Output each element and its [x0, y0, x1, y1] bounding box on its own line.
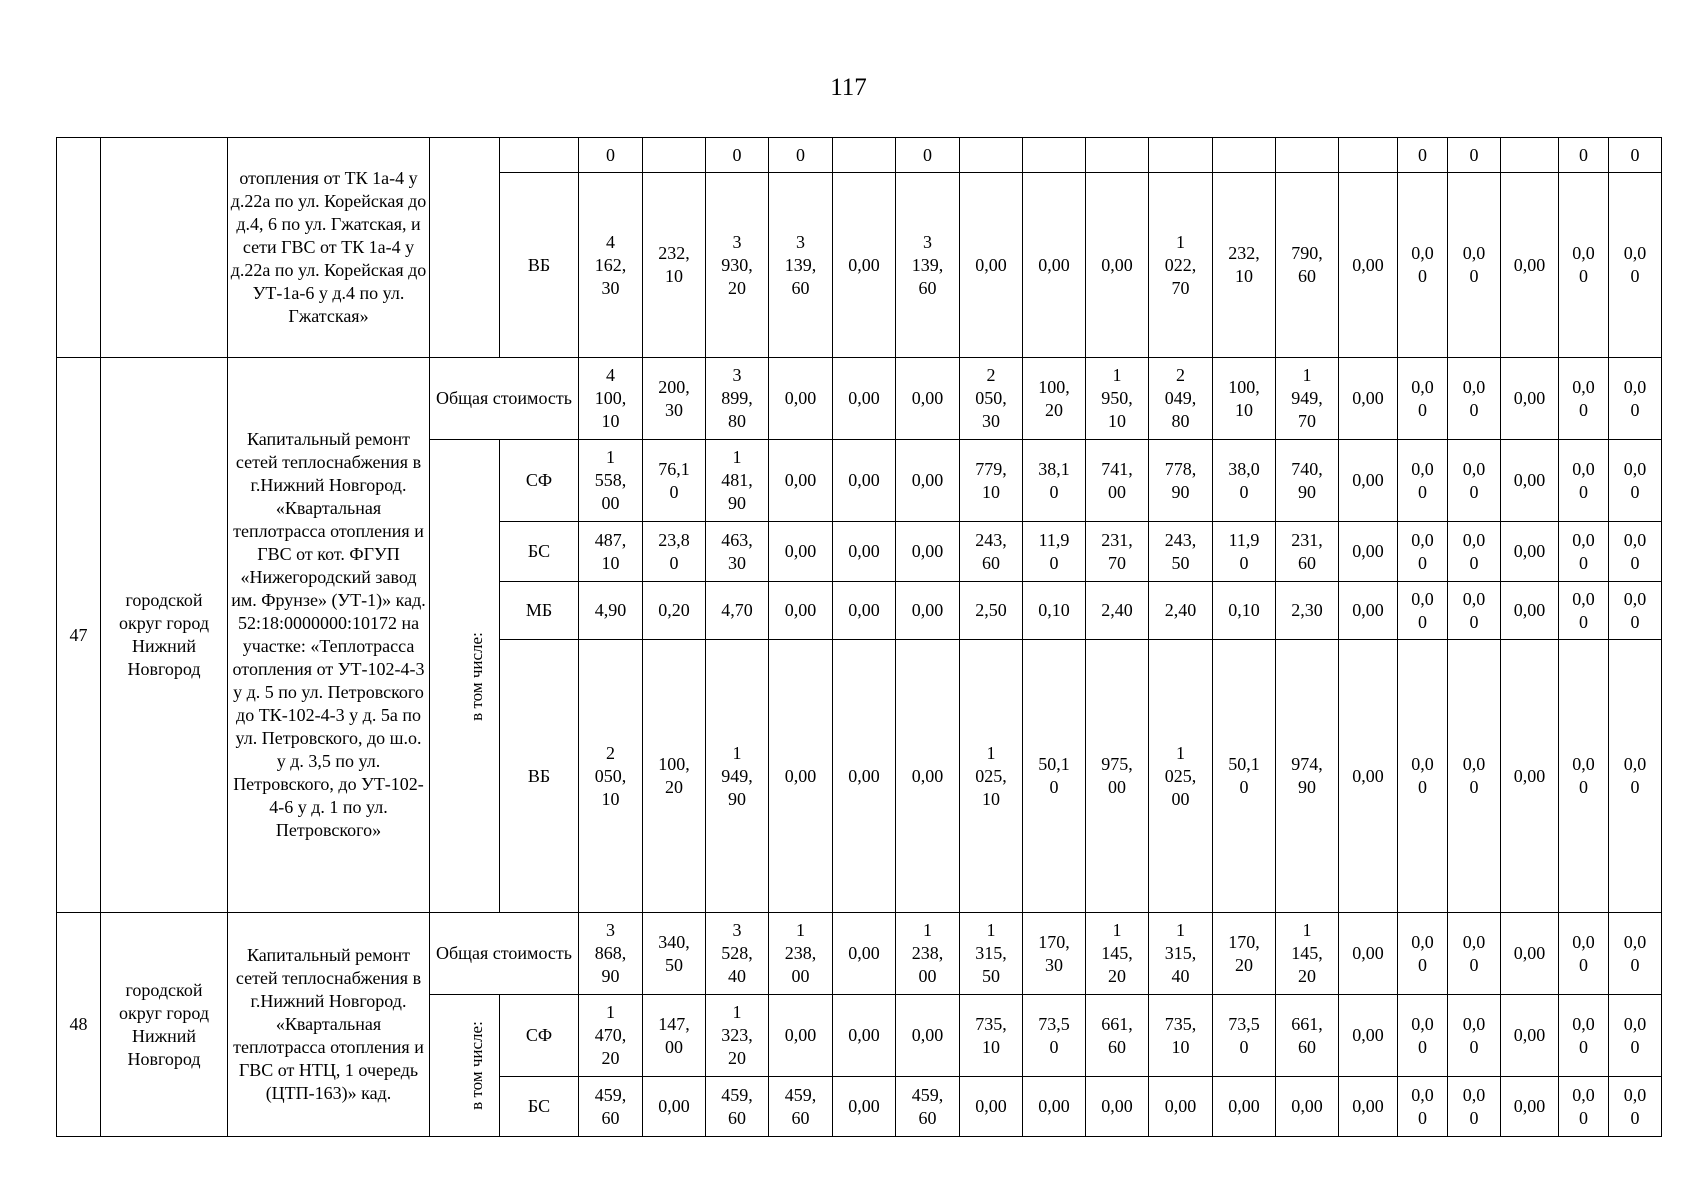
value-cell: 0,0 0	[1559, 522, 1609, 582]
total-cost-label: Общая стоимость	[430, 913, 579, 995]
value-cell: 1 315, 40	[1149, 913, 1213, 995]
value-cell: 1 022, 70	[1149, 173, 1213, 358]
value-cell: 778, 90	[1149, 440, 1213, 522]
source-code-cell: ВБ	[500, 173, 579, 358]
value-cell: 0	[1448, 138, 1501, 173]
value-cell: 0,0 0	[1559, 358, 1609, 440]
value-cell: 3 930, 20	[706, 173, 769, 358]
value-cell: 0,0 0	[1398, 995, 1448, 1077]
value-cell: 0,00	[1086, 1077, 1149, 1137]
value-cell: 1 145, 20	[1276, 913, 1339, 995]
source-code-cell: БС	[500, 522, 579, 582]
value-cell	[1086, 138, 1149, 173]
value-cell: 1 025, 00	[1149, 640, 1213, 913]
value-cell: 1 470, 20	[579, 995, 643, 1077]
source-code-cell: СФ	[500, 440, 579, 522]
source-code-cell: СФ	[500, 995, 579, 1077]
value-cell: 170, 30	[1023, 913, 1086, 995]
value-cell: 170, 20	[1213, 913, 1276, 995]
source-code-cell: БС	[500, 1077, 579, 1137]
value-cell: 0,00	[1501, 440, 1559, 522]
value-cell: 147, 00	[643, 995, 706, 1077]
value-cell: 0,00	[833, 1077, 896, 1137]
value-cell: 4,70	[706, 582, 769, 640]
value-cell: 0,00	[1276, 1077, 1339, 1137]
value-cell: 0,0 0	[1559, 440, 1609, 522]
value-cell: 231, 60	[1276, 522, 1339, 582]
including-label: в том числе:	[466, 1021, 486, 1110]
source-code-cell	[500, 138, 579, 173]
value-cell: 0,00	[643, 1077, 706, 1137]
value-cell: 243, 60	[960, 522, 1023, 582]
value-cell: 0,00	[769, 522, 833, 582]
value-cell: 0,0 0	[1609, 173, 1662, 358]
value-cell: 0,00	[1501, 358, 1559, 440]
value-cell	[833, 138, 896, 173]
value-cell: 11,9 0	[1023, 522, 1086, 582]
value-cell: 0,0 0	[1398, 173, 1448, 358]
territory-cell: городской округ город Нижний Новгород	[101, 913, 228, 1137]
value-cell: 0	[1609, 138, 1662, 173]
value-cell: 76,1 0	[643, 440, 706, 522]
value-cell	[960, 138, 1023, 173]
value-cell: 0,0 0	[1398, 358, 1448, 440]
value-cell: 459, 60	[769, 1077, 833, 1137]
value-cell: 0,00	[1339, 640, 1398, 913]
value-cell: 459, 60	[706, 1077, 769, 1137]
value-cell: 2,40	[1149, 582, 1213, 640]
value-cell: 0,0 0	[1448, 582, 1501, 640]
value-cell: 0	[1559, 138, 1609, 173]
value-cell: 232, 10	[643, 173, 706, 358]
page-number: 117	[830, 74, 867, 101]
value-cell: 0,00	[1501, 913, 1559, 995]
value-cell: 0,20	[643, 582, 706, 640]
value-cell: 0,0 0	[1398, 522, 1448, 582]
value-cell: 1 950, 10	[1086, 358, 1149, 440]
value-cell: 0,00	[1023, 1077, 1086, 1137]
value-cell	[1213, 138, 1276, 173]
value-cell: 0,0 0	[1448, 1077, 1501, 1137]
value-cell: 1 238, 00	[769, 913, 833, 995]
value-cell: 0,00	[833, 582, 896, 640]
value-cell: 487, 10	[579, 522, 643, 582]
value-cell: 459, 60	[579, 1077, 643, 1137]
value-cell: 0,00	[1501, 582, 1559, 640]
value-cell: 0,00	[896, 582, 960, 640]
value-cell: 50,1 0	[1213, 640, 1276, 913]
continuation-partial-row	[57, 138, 1662, 173]
value-cell: 0,10	[1023, 582, 1086, 640]
value-cell: 0,00	[1339, 913, 1398, 995]
value-cell: 0,00	[833, 358, 896, 440]
value-cell: 0,0 0	[1609, 1077, 1662, 1137]
value-cell: 0	[1398, 138, 1448, 173]
value-cell: 0	[769, 138, 833, 173]
value-cell: 0,0 0	[1398, 440, 1448, 522]
project-47-total-row	[57, 358, 1662, 440]
value-cell: 1 145, 20	[1086, 913, 1149, 995]
value-cell: 0,00	[896, 358, 960, 440]
value-cell: 0,0 0	[1398, 640, 1448, 913]
value-cell: 0,00	[1501, 640, 1559, 913]
value-cell: 38,1 0	[1023, 440, 1086, 522]
value-cell: 0,0 0	[1448, 522, 1501, 582]
project-48-total-row	[57, 913, 1662, 995]
project-description: Капитальный ремонт сетей теплоснабжения в г.Нижний Новгород. «Квартальная теплотрасса отопления и ГВС от НТЦ, 1 очередь (ЦТП-163)» кад.	[228, 913, 430, 1137]
value-cell: 790, 60	[1276, 173, 1339, 358]
including-label: в том числе:	[466, 631, 486, 721]
value-cell: 0	[579, 138, 643, 173]
value-cell: 1 558, 00	[579, 440, 643, 522]
value-cell: 0,00	[769, 582, 833, 640]
row-number-cell: 48	[57, 913, 101, 1137]
value-cell: 0,0 0	[1398, 1077, 1448, 1137]
value-cell: 1 238, 00	[896, 913, 960, 995]
including-label-cell	[430, 995, 500, 1137]
value-cell: 0,0 0	[1609, 913, 1662, 995]
value-cell	[1023, 138, 1086, 173]
value-cell: 0,00	[769, 440, 833, 522]
value-cell: 3 139, 60	[896, 173, 960, 358]
row-number-cell	[57, 138, 101, 358]
value-cell: 0,0 0	[1609, 358, 1662, 440]
value-cell: 73,5 0	[1023, 995, 1086, 1077]
value-cell: 0,00	[833, 913, 896, 995]
source-code-cell: ВБ	[500, 640, 579, 913]
value-cell: 0,00	[896, 995, 960, 1077]
value-cell: 740, 90	[1276, 440, 1339, 522]
value-cell: 0	[896, 138, 960, 173]
value-cell: 0,0 0	[1609, 522, 1662, 582]
value-cell: 0,0 0	[1559, 913, 1609, 995]
value-cell: 0,0 0	[1609, 995, 1662, 1077]
value-cell: 0,00	[1501, 173, 1559, 358]
value-cell: 0,00	[1213, 1077, 1276, 1137]
value-cell: 100, 10	[1213, 358, 1276, 440]
value-cell: 11,9 0	[1213, 522, 1276, 582]
value-cell: 0,00	[960, 173, 1023, 358]
value-cell: 0,00	[1339, 995, 1398, 1077]
value-cell: 0,00	[769, 358, 833, 440]
including-label-cell	[430, 138, 500, 358]
value-cell: 735, 10	[960, 995, 1023, 1077]
value-cell: 0,00	[1339, 440, 1398, 522]
value-cell: 0,00	[960, 1077, 1023, 1137]
source-code-cell: МБ	[500, 582, 579, 640]
value-cell: 2,40	[1086, 582, 1149, 640]
value-cell: 1 025, 10	[960, 640, 1023, 913]
value-cell: 0,0 0	[1559, 640, 1609, 913]
value-cell: 4 162, 30	[579, 173, 643, 358]
value-cell: 0,0 0	[1398, 582, 1448, 640]
value-cell: 231, 70	[1086, 522, 1149, 582]
value-cell: 200, 30	[643, 358, 706, 440]
total-cost-label: Общая стоимость	[430, 358, 579, 440]
value-cell: 974, 90	[1276, 640, 1339, 913]
value-cell: 0,00	[769, 995, 833, 1077]
value-cell: 340, 50	[643, 913, 706, 995]
value-cell	[1339, 138, 1398, 173]
value-cell: 23,8 0	[643, 522, 706, 582]
value-cell: 3 139, 60	[769, 173, 833, 358]
value-cell: 0,10	[1213, 582, 1276, 640]
value-cell	[1501, 138, 1559, 173]
value-cell: 2,50	[960, 582, 1023, 640]
value-cell: 0,00	[833, 995, 896, 1077]
value-cell: 741, 00	[1086, 440, 1149, 522]
value-cell: 4 100, 10	[579, 358, 643, 440]
value-cell: 2 049, 80	[1149, 358, 1213, 440]
value-cell: 0,0 0	[1559, 1077, 1609, 1137]
value-cell: 0,0 0	[1448, 358, 1501, 440]
territory-cell	[101, 138, 228, 358]
value-cell: 2 050, 30	[960, 358, 1023, 440]
value-cell: 3 899, 80	[706, 358, 769, 440]
value-cell: 661, 60	[1086, 995, 1149, 1077]
value-cell	[1149, 138, 1213, 173]
value-cell: 779, 10	[960, 440, 1023, 522]
value-cell: 0,00	[1501, 1077, 1559, 1137]
value-cell: 100, 20	[643, 640, 706, 913]
value-cell: 3 528, 40	[706, 913, 769, 995]
value-cell: 50,1 0	[1023, 640, 1086, 913]
value-cell: 0,0 0	[1448, 640, 1501, 913]
value-cell: 0,00	[1339, 358, 1398, 440]
value-cell: 0,0 0	[1609, 640, 1662, 913]
value-cell: 0,00	[1149, 1077, 1213, 1137]
value-cell: 0,00	[833, 522, 896, 582]
value-cell	[1276, 138, 1339, 173]
value-cell: 0,0 0	[1609, 582, 1662, 640]
including-label-cell	[430, 440, 500, 913]
value-cell: 463, 30	[706, 522, 769, 582]
value-cell: 1 949, 70	[1276, 358, 1339, 440]
value-cell: 1 949, 90	[706, 640, 769, 913]
value-cell: 661, 60	[1276, 995, 1339, 1077]
value-cell: 459, 60	[896, 1077, 960, 1137]
value-cell: 0,00	[896, 640, 960, 913]
value-cell: 73,5 0	[1213, 995, 1276, 1077]
value-cell: 0,00	[1501, 522, 1559, 582]
value-cell: 0,00	[1339, 582, 1398, 640]
value-cell: 243, 50	[1149, 522, 1213, 582]
value-cell: 0,0 0	[1398, 913, 1448, 995]
value-cell: 0,0 0	[1559, 995, 1609, 1077]
territory-cell: городской округ город Нижний Новгород	[101, 358, 228, 913]
value-cell: 0,00	[1339, 522, 1398, 582]
value-cell: 0,0 0	[1609, 440, 1662, 522]
value-cell: 0,0 0	[1559, 582, 1609, 640]
row-number-cell: 47	[57, 358, 101, 913]
value-cell: 0,0 0	[1448, 173, 1501, 358]
value-cell: 38,0 0	[1213, 440, 1276, 522]
value-cell: 0,00	[1501, 995, 1559, 1077]
value-cell: 975, 00	[1086, 640, 1149, 913]
value-cell: 0,00	[833, 440, 896, 522]
value-cell: 232, 10	[1213, 173, 1276, 358]
value-cell: 735, 10	[1149, 995, 1213, 1077]
value-cell: 4,90	[579, 582, 643, 640]
value-cell: 0,00	[833, 173, 896, 358]
value-cell: 2,30	[1276, 582, 1339, 640]
value-cell: 0,00	[1339, 1077, 1398, 1137]
project-description: Капитальный ремонт сетей теплоснабжения в г.Нижний Новгород. «Квартальная теплотрасса отопления и ГВС от кот. ФГУП «Нижегородский завод им. Фрунзе» (УТ-1)» кад. 52:18:0000000:10172 на участке: «Теплотрасса отопления от УТ-102-4-3 у д. 5 по ул. Петровского до ТК-102-4-3 у д. 5а по ул. Петровского, до ш.о. у д. 3,5 по ул. Петровского, до УТ-102-4-6 у д. 1 по ул. Петровского»	[228, 358, 430, 913]
value-cell: 3 868, 90	[579, 913, 643, 995]
value-cell	[643, 138, 706, 173]
value-cell: 2 050, 10	[579, 640, 643, 913]
value-cell: 0,0 0	[1448, 995, 1501, 1077]
value-cell: 100, 20	[1023, 358, 1086, 440]
value-cell: 0,00	[896, 440, 960, 522]
value-cell: 0,00	[896, 522, 960, 582]
value-cell: 0,00	[1339, 173, 1398, 358]
value-cell: 1 323, 20	[706, 995, 769, 1077]
value-cell: 0,00	[1086, 173, 1149, 358]
value-cell: 1 315, 50	[960, 913, 1023, 995]
value-cell: 0,00	[833, 640, 896, 913]
value-cell: 0,00	[769, 640, 833, 913]
project-description: отопления от ТК 1а-4 у д.22а по ул. Корейская до д.4, 6 по ул. Гжатская, и сети ГВС от ТК 1а-4 у д.22а по ул. Корейская до УТ-1а-6 у д.4 по ул. Гжатская»	[228, 138, 430, 358]
value-cell: 0,00	[1023, 173, 1086, 358]
value-cell: 1 481, 90	[706, 440, 769, 522]
value-cell: 0	[706, 138, 769, 173]
value-cell: 0,0 0	[1448, 913, 1501, 995]
financing-table	[56, 137, 1662, 1137]
value-cell: 0,0 0	[1448, 440, 1501, 522]
value-cell: 0,0 0	[1559, 173, 1609, 358]
